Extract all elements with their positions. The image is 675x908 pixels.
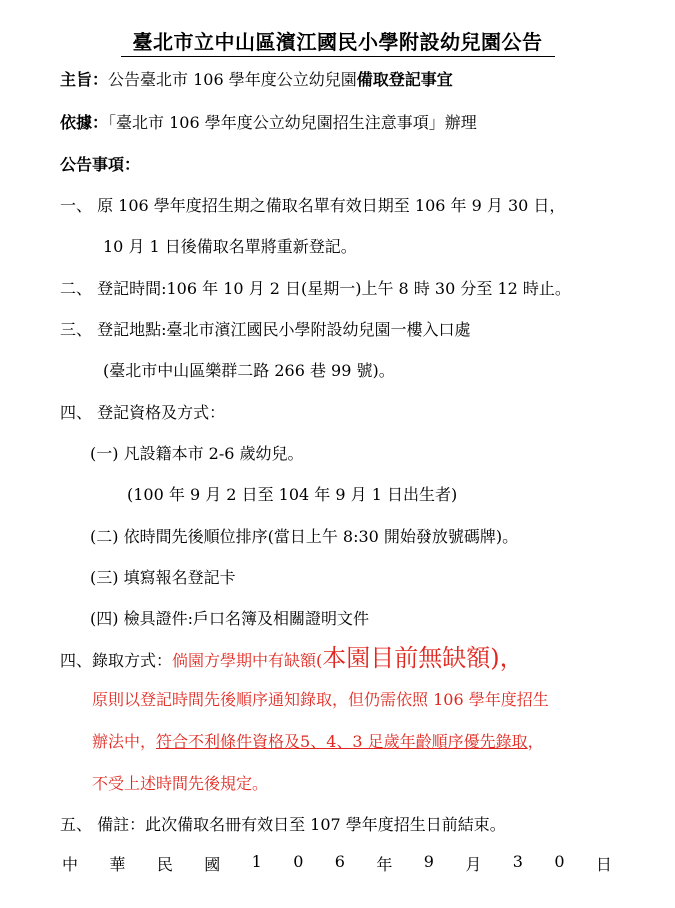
notice-title: 臺北市立中山區濱江國民小學附設幼兒園公告 (0, 26, 675, 55)
item-1-line-1: 一、 原 106 學年度招生期之備取名單有效日期至 106 年 9 月 30 日， (60, 196, 566, 215)
notice-header: 公告事項： (60, 155, 141, 174)
admission-line-3: 辦法中，符合不利條件資格及5、4、3 足歲年齡順序優先錄取， (92, 732, 544, 751)
subitem-1: (一) 凡設籍本市 2-6 歲幼兒。 (90, 444, 304, 463)
subitem-1-note: (100 年 9 月 2 日至 104 年 9 月 1 日出生者) (127, 485, 458, 504)
subitem-3: (三) 填寫報名登記卡 (90, 568, 236, 587)
item-3-line-2: (臺北市中山區樂群二路 266 巷 99 號)。 (103, 361, 395, 380)
item-2: 二、 登記時間:106 年 10 月 2 日(星期一)上午 8 時 30 分至 12 時止。 (60, 279, 571, 298)
admission-line-2: 原則以登記時間先後順序通知錄取，但仍需依照 106 學年度招生 (92, 690, 549, 709)
subitem-4: (四) 檢具證件:戶口名簿及相關證明文件 (90, 609, 369, 628)
admission-line-1: 四、錄取方式：倘園方學期中有缺額(本園目前無缺額)， (60, 644, 524, 672)
item-5-remark: 五、 備註：此次備取名冊有效日至 107 學年度招生日前結束。 (60, 815, 506, 834)
subject-line: 主旨：公告臺北市 106 學年度公立幼兒園備取登記事宜 (60, 70, 453, 89)
date-line: 中 華 民 國 1 0 6 年 9 月 3 0 日 (62, 852, 612, 874)
no-vacancy-note: 本園目前無缺額 (322, 644, 491, 672)
basis-line: 依據：「臺北市 106 學年度公立幼兒園招生注意事項」辦理 (60, 113, 477, 132)
item-4: 四、 登記資格及方式： (60, 403, 226, 422)
item-3-line-1: 三、 登記地點:臺北市濱江國民小學附設幼兒園一樓入口處 (60, 320, 471, 339)
item-1-line-2: 10 月 1 日後備取名單將重新登記。 (103, 237, 357, 256)
admission-label: 四、錄取方式： (60, 651, 173, 670)
admission-line-4: 不受上述時間先後規定。 (92, 774, 269, 793)
subitem-2: (二) 依時間先後順位排序(當日上午 8:30 開始發放號碼牌)。 (90, 527, 519, 546)
